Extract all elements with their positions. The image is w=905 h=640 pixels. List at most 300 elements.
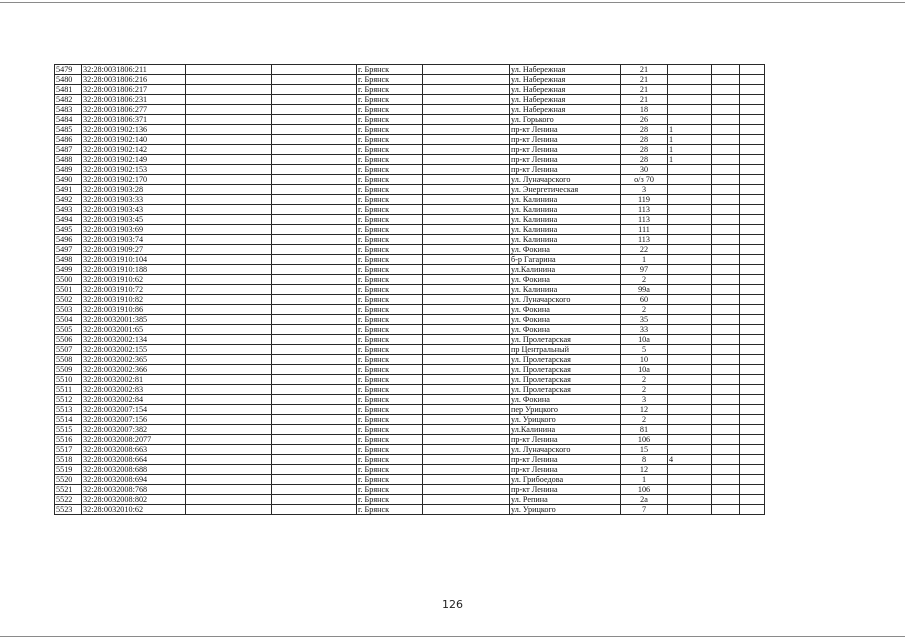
- table-row: [55, 195, 765, 205]
- building-cell: [668, 445, 712, 455]
- table-row: [55, 405, 765, 415]
- empty-cell: [186, 155, 272, 165]
- empty-cell: [186, 295, 272, 305]
- empty-cell: [423, 465, 510, 475]
- house-number-cell: 111: [621, 225, 668, 235]
- building-cell: [668, 375, 712, 385]
- city-cell: г. Брянск: [357, 395, 423, 405]
- building-cell: [668, 245, 712, 255]
- empty-cell: [712, 375, 740, 385]
- empty-cell: [423, 245, 510, 255]
- building-cell: [668, 115, 712, 125]
- empty-cell: [186, 455, 272, 465]
- street-cell: ул. Фокина: [510, 315, 621, 325]
- building-cell: [668, 85, 712, 95]
- empty-cell: [186, 265, 272, 275]
- house-number-cell: 2: [621, 375, 668, 385]
- street-cell: ул. Фокина: [510, 305, 621, 315]
- cadastral-number-cell: 32:28:0031903:69: [82, 225, 186, 235]
- table-row: [55, 265, 765, 275]
- cadastral-number-cell: 32:28:0032008:694: [82, 475, 186, 485]
- city-cell: г. Брянск: [357, 465, 423, 475]
- empty-cell: [186, 115, 272, 125]
- row-number-cell: 5479: [55, 65, 82, 75]
- street-cell: ул. Урицкого: [510, 415, 621, 425]
- empty-cell: [712, 65, 740, 75]
- cadastral-number-cell: 32:28:0031903:43: [82, 205, 186, 215]
- cadastral-number-cell: 32:28:0031903:74: [82, 235, 186, 245]
- page-number: 126: [442, 598, 463, 611]
- empty-cell: [712, 435, 740, 445]
- house-number-cell: 15: [621, 445, 668, 455]
- empty-cell: [712, 165, 740, 175]
- row-number-cell: 5509: [55, 365, 82, 375]
- row-number-cell: 5510: [55, 375, 82, 385]
- city-cell: г. Брянск: [357, 485, 423, 495]
- row-number-cell: 5513: [55, 405, 82, 415]
- building-cell: [668, 505, 712, 515]
- row-number-cell: 5490: [55, 175, 82, 185]
- house-number-cell: 1: [621, 255, 668, 265]
- row-number-cell: 5506: [55, 335, 82, 345]
- cadastral-number-cell: 32:28:0032007:154: [82, 405, 186, 415]
- cadastral-number-cell: 32:28:0031902:136: [82, 125, 186, 135]
- house-number-cell: 10а: [621, 335, 668, 345]
- row-number-cell: 5496: [55, 235, 82, 245]
- house-number-cell: 30: [621, 165, 668, 175]
- city-cell: г. Брянск: [357, 385, 423, 395]
- table-row: [55, 135, 765, 145]
- table-row: [55, 385, 765, 395]
- empty-cell: [423, 375, 510, 385]
- building-cell: [668, 385, 712, 395]
- row-number-cell: 5523: [55, 505, 82, 515]
- row-number-cell: 5521: [55, 485, 82, 495]
- house-number-cell: 21: [621, 85, 668, 95]
- empty-cell: [712, 135, 740, 145]
- city-cell: г. Брянск: [357, 95, 423, 105]
- cadastral-number-cell: 32:28:0031902:142: [82, 145, 186, 155]
- empty-cell: [186, 425, 272, 435]
- cadastral-number-cell: 32:28:0031806:371: [82, 115, 186, 125]
- empty-cell: [740, 425, 765, 435]
- house-number-cell: 18: [621, 105, 668, 115]
- street-cell: пр-кт Ленина: [510, 155, 621, 165]
- row-number-cell: 5503: [55, 305, 82, 315]
- house-number-cell: 2: [621, 415, 668, 425]
- building-cell: [668, 295, 712, 305]
- cadastral-number-cell: 32:28:0032007:382: [82, 425, 186, 435]
- city-cell: г. Брянск: [357, 305, 423, 315]
- street-cell: ул. Репина: [510, 495, 621, 505]
- street-cell: ул. Фокина: [510, 245, 621, 255]
- empty-cell: [423, 225, 510, 235]
- building-cell: [668, 405, 712, 415]
- empty-cell: [186, 285, 272, 295]
- table-row: [55, 295, 765, 305]
- street-cell: ул.Калинина: [510, 425, 621, 435]
- row-number-cell: 5483: [55, 105, 82, 115]
- table-row: [55, 115, 765, 125]
- empty-cell: [423, 185, 510, 195]
- empty-cell: [272, 415, 357, 425]
- table-row: [55, 415, 765, 425]
- city-cell: г. Брянск: [357, 345, 423, 355]
- street-cell: ул.Калинина: [510, 265, 621, 275]
- street-cell: ул. Набережная: [510, 85, 621, 95]
- empty-cell: [712, 185, 740, 195]
- house-number-cell: 12: [621, 405, 668, 415]
- building-cell: [668, 495, 712, 505]
- empty-cell: [712, 495, 740, 505]
- street-cell: ул. Пролетарская: [510, 335, 621, 345]
- building-cell: [668, 255, 712, 265]
- empty-cell: [272, 245, 357, 255]
- empty-cell: [272, 425, 357, 435]
- empty-cell: [423, 265, 510, 275]
- empty-cell: [272, 325, 357, 335]
- empty-cell: [272, 225, 357, 235]
- empty-cell: [423, 65, 510, 75]
- house-number-cell: 7: [621, 505, 668, 515]
- building-cell: [668, 345, 712, 355]
- house-number-cell: 106: [621, 435, 668, 445]
- empty-cell: [740, 255, 765, 265]
- empty-cell: [712, 415, 740, 425]
- house-number-cell: 28: [621, 135, 668, 145]
- building-cell: [668, 305, 712, 315]
- empty-cell: [186, 485, 272, 495]
- empty-cell: [712, 245, 740, 255]
- empty-cell: [272, 305, 357, 315]
- table-row: [55, 165, 765, 175]
- row-number-cell: 5494: [55, 215, 82, 225]
- empty-cell: [423, 165, 510, 175]
- empty-cell: [712, 95, 740, 105]
- street-cell: ул. Набережная: [510, 75, 621, 85]
- street-cell: б-р Гагарина: [510, 255, 621, 265]
- table-row: [55, 335, 765, 345]
- building-cell: [668, 415, 712, 425]
- row-number-cell: 5522: [55, 495, 82, 505]
- building-cell: [668, 335, 712, 345]
- empty-cell: [712, 305, 740, 315]
- building-cell: [668, 95, 712, 105]
- cadastral-number-cell: 32:28:0032002:134: [82, 335, 186, 345]
- row-number-cell: 5492: [55, 195, 82, 205]
- house-number-cell: 21: [621, 75, 668, 85]
- empty-cell: [272, 485, 357, 495]
- house-number-cell: 2а: [621, 495, 668, 505]
- row-number-cell: 5507: [55, 345, 82, 355]
- cadastral-number-cell: 32:28:0031903:28: [82, 185, 186, 195]
- house-number-cell: 3: [621, 185, 668, 195]
- empty-cell: [272, 185, 357, 195]
- table-row: [55, 125, 765, 135]
- building-cell: [668, 175, 712, 185]
- empty-cell: [740, 485, 765, 495]
- empty-cell: [740, 125, 765, 135]
- empty-cell: [423, 445, 510, 455]
- house-number-cell: 10: [621, 355, 668, 365]
- empty-cell: [712, 255, 740, 265]
- street-cell: ул. Горького: [510, 115, 621, 125]
- empty-cell: [740, 295, 765, 305]
- row-number-cell: 5499: [55, 265, 82, 275]
- table-row: [55, 285, 765, 295]
- city-cell: г. Брянск: [357, 425, 423, 435]
- empty-cell: [740, 165, 765, 175]
- empty-cell: [740, 315, 765, 325]
- empty-cell: [186, 175, 272, 185]
- building-cell: [668, 225, 712, 235]
- empty-cell: [712, 385, 740, 395]
- street-cell: ул. Пролетарская: [510, 365, 621, 375]
- empty-cell: [186, 415, 272, 425]
- building-cell: [668, 355, 712, 365]
- empty-cell: [272, 125, 357, 135]
- row-number-cell: 5500: [55, 275, 82, 285]
- house-number-cell: 28: [621, 155, 668, 165]
- street-cell: ул. Пролетарская: [510, 375, 621, 385]
- street-cell: ул. Пролетарская: [510, 385, 621, 395]
- table-row: [55, 395, 765, 405]
- street-cell: пр-кт Ленина: [510, 135, 621, 145]
- empty-cell: [712, 195, 740, 205]
- cadastral-number-cell: 32:28:0032002:366: [82, 365, 186, 375]
- empty-cell: [740, 175, 765, 185]
- empty-cell: [272, 285, 357, 295]
- empty-cell: [740, 455, 765, 465]
- row-number-cell: 5486: [55, 135, 82, 145]
- empty-cell: [423, 355, 510, 365]
- building-cell: [668, 325, 712, 335]
- cadastral-number-cell: 32:28:0031902:170: [82, 175, 186, 185]
- empty-cell: [272, 405, 357, 415]
- city-cell: г. Брянск: [357, 275, 423, 285]
- empty-cell: [740, 95, 765, 105]
- cadastral-number-cell: 32:28:0032008:802: [82, 495, 186, 505]
- table-row: [55, 305, 765, 315]
- empty-cell: [186, 385, 272, 395]
- empty-cell: [186, 215, 272, 225]
- empty-cell: [186, 325, 272, 335]
- empty-cell: [186, 345, 272, 355]
- empty-cell: [272, 75, 357, 85]
- empty-cell: [423, 305, 510, 315]
- empty-cell: [423, 195, 510, 205]
- street-cell: ул. Набережная: [510, 105, 621, 115]
- empty-cell: [423, 125, 510, 135]
- city-cell: г. Брянск: [357, 245, 423, 255]
- empty-cell: [740, 495, 765, 505]
- empty-cell: [740, 415, 765, 425]
- empty-cell: [712, 465, 740, 475]
- cadastral-number-cell: 32:28:0032001:65: [82, 325, 186, 335]
- empty-cell: [186, 205, 272, 215]
- empty-cell: [186, 435, 272, 445]
- empty-cell: [186, 315, 272, 325]
- row-number-cell: 5517: [55, 445, 82, 455]
- street-cell: пр-кт Ленина: [510, 485, 621, 495]
- empty-cell: [186, 125, 272, 135]
- table-row: [55, 85, 765, 95]
- empty-cell: [272, 505, 357, 515]
- city-cell: г. Брянск: [357, 195, 423, 205]
- empty-cell: [186, 355, 272, 365]
- cadastral-number-cell: 32:28:0032007:156: [82, 415, 186, 425]
- building-cell: [668, 185, 712, 195]
- empty-cell: [272, 315, 357, 325]
- empty-cell: [272, 475, 357, 485]
- row-number-cell: 5497: [55, 245, 82, 255]
- empty-cell: [272, 105, 357, 115]
- street-cell: пр-кт Ленина: [510, 465, 621, 475]
- empty-cell: [423, 285, 510, 295]
- registry-table-body: [55, 65, 765, 515]
- empty-cell: [272, 365, 357, 375]
- row-number-cell: 5493: [55, 205, 82, 215]
- house-number-cell: 119: [621, 195, 668, 205]
- city-cell: г. Брянск: [357, 285, 423, 295]
- empty-cell: [186, 255, 272, 265]
- empty-cell: [740, 405, 765, 415]
- cadastral-number-cell: 32:28:0031909:27: [82, 245, 186, 255]
- empty-cell: [186, 85, 272, 95]
- building-cell: [668, 75, 712, 85]
- building-cell: [668, 425, 712, 435]
- empty-cell: [712, 325, 740, 335]
- cadastral-number-cell: 32:28:0032002:83: [82, 385, 186, 395]
- empty-cell: [186, 335, 272, 345]
- house-number-cell: 60: [621, 295, 668, 305]
- house-number-cell: 2: [621, 305, 668, 315]
- empty-cell: [186, 445, 272, 455]
- cadastral-number-cell: 32:28:0032002:155: [82, 345, 186, 355]
- empty-cell: [272, 335, 357, 345]
- empty-cell: [272, 465, 357, 475]
- empty-cell: [740, 475, 765, 485]
- street-cell: ул. Фокина: [510, 395, 621, 405]
- table-row: [55, 345, 765, 355]
- empty-cell: [740, 115, 765, 125]
- city-cell: г. Брянск: [357, 125, 423, 135]
- empty-cell: [186, 105, 272, 115]
- city-cell: г. Брянск: [357, 265, 423, 275]
- cadastral-number-cell: 32:28:0032008:768: [82, 485, 186, 495]
- table-row: [55, 355, 765, 365]
- city-cell: г. Брянск: [357, 445, 423, 455]
- building-cell: 4: [668, 455, 712, 465]
- city-cell: г. Брянск: [357, 185, 423, 195]
- empty-cell: [712, 455, 740, 465]
- table-row: [55, 95, 765, 105]
- city-cell: г. Брянск: [357, 105, 423, 115]
- row-number-cell: 5501: [55, 285, 82, 295]
- empty-cell: [186, 195, 272, 205]
- empty-cell: [712, 355, 740, 365]
- empty-cell: [712, 145, 740, 155]
- building-cell: [668, 235, 712, 245]
- cadastral-number-cell: 32:28:0031902:140: [82, 135, 186, 145]
- empty-cell: [272, 495, 357, 505]
- empty-cell: [740, 355, 765, 365]
- table-row: [55, 435, 765, 445]
- empty-cell: [272, 165, 357, 175]
- table-row: [55, 65, 765, 75]
- empty-cell: [712, 485, 740, 495]
- empty-cell: [423, 385, 510, 395]
- empty-cell: [423, 365, 510, 375]
- empty-cell: [740, 145, 765, 155]
- street-cell: ул. Набережная: [510, 65, 621, 75]
- house-number-cell: 10а: [621, 365, 668, 375]
- empty-cell: [186, 95, 272, 105]
- empty-cell: [712, 295, 740, 305]
- cadastral-number-cell: 32:28:0031910:72: [82, 285, 186, 295]
- row-number-cell: 5484: [55, 115, 82, 125]
- empty-cell: [712, 265, 740, 275]
- house-number-cell: 22: [621, 245, 668, 255]
- empty-cell: [712, 405, 740, 415]
- row-number-cell: 5512: [55, 395, 82, 405]
- empty-cell: [272, 275, 357, 285]
- empty-cell: [740, 325, 765, 335]
- empty-cell: [186, 375, 272, 385]
- empty-cell: [423, 255, 510, 265]
- empty-cell: [740, 75, 765, 85]
- city-cell: г. Брянск: [357, 155, 423, 165]
- building-cell: [668, 265, 712, 275]
- table-row: [55, 105, 765, 115]
- cadastral-number-cell: 32:28:0031902:149: [82, 155, 186, 165]
- table-row: [55, 455, 765, 465]
- table-row: [55, 235, 765, 245]
- building-cell: [668, 165, 712, 175]
- row-number-cell: 5504: [55, 315, 82, 325]
- city-cell: г. Брянск: [357, 255, 423, 265]
- empty-cell: [740, 385, 765, 395]
- table-row: [55, 155, 765, 165]
- table-row: [55, 315, 765, 325]
- city-cell: г. Брянск: [357, 115, 423, 125]
- city-cell: г. Брянск: [357, 355, 423, 365]
- empty-cell: [423, 215, 510, 225]
- street-cell: ул. Луначарского: [510, 295, 621, 305]
- empty-cell: [740, 395, 765, 405]
- house-number-cell: 113: [621, 215, 668, 225]
- house-number-cell: 113: [621, 235, 668, 245]
- building-cell: 1: [668, 125, 712, 135]
- house-number-cell: 33: [621, 325, 668, 335]
- city-cell: г. Брянск: [357, 405, 423, 415]
- empty-cell: [712, 105, 740, 115]
- street-cell: ул. Калинина: [510, 205, 621, 215]
- empty-cell: [423, 205, 510, 215]
- cadastral-number-cell: 32:28:0031903:33: [82, 195, 186, 205]
- empty-cell: [186, 165, 272, 175]
- empty-cell: [423, 345, 510, 355]
- cadastral-number-cell: 32:28:0032010:62: [82, 505, 186, 515]
- city-cell: г. Брянск: [357, 295, 423, 305]
- street-cell: ул. Калинина: [510, 285, 621, 295]
- empty-cell: [423, 485, 510, 495]
- empty-cell: [712, 215, 740, 225]
- empty-cell: [423, 475, 510, 485]
- empty-cell: [186, 145, 272, 155]
- empty-cell: [712, 365, 740, 375]
- street-cell: пр-кт Ленина: [510, 165, 621, 175]
